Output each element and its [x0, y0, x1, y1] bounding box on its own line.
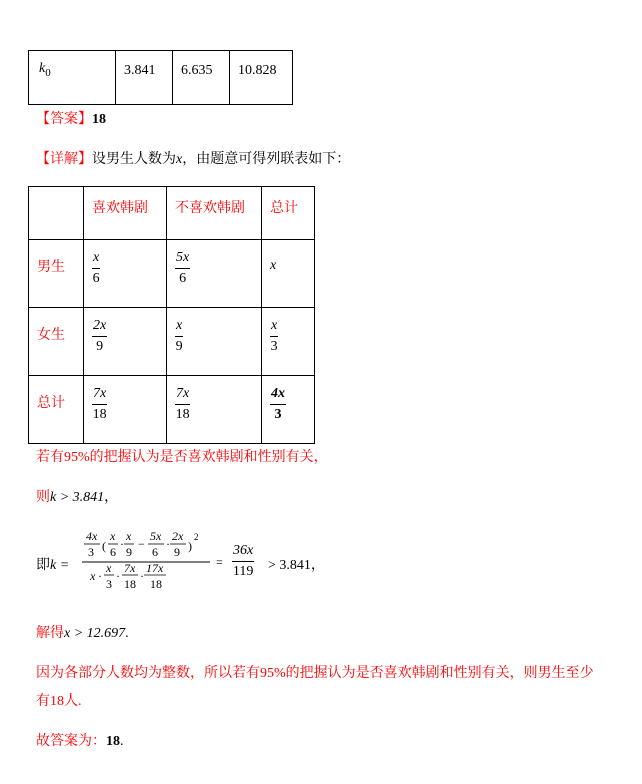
svg-text:2: 2: [194, 532, 199, 542]
solution-line-5: 因为各部分人数均为整数，所以若有95%的把握认为是否喜欢韩剧和性别有关，则男生至少: [36, 666, 594, 681]
critical-value-cell: 6.635: [173, 51, 230, 105]
row-label-female: 女生: [37, 328, 65, 343]
formula-tail: > 3.841，: [268, 558, 325, 573]
header-corner: [29, 187, 84, 240]
fraction: $\frac{x}{3}$: [270, 318, 278, 354]
svg-text:x: x: [110, 529, 116, 543]
svg-text:6: 6: [110, 545, 116, 559]
header-like: 喜欢韩剧: [84, 187, 167, 240]
solution-line-2: 则k > 3.841，: [36, 490, 119, 505]
table-row: [29, 308, 315, 376]
header-total: 总计: [262, 187, 315, 240]
svg-text:17x: 17x: [146, 561, 164, 575]
svg-text:·: ·: [116, 569, 120, 583]
solution-line-1: 若有95%的把握认为是否喜欢韩剧和性别有关，: [36, 450, 328, 465]
svg-text:x: x: [90, 569, 96, 583]
svg-text:7x: 7x: [124, 561, 136, 575]
k-subscript: 0: [45, 66, 51, 79]
svg-text:x: x: [126, 529, 132, 543]
critical-value-table: [28, 50, 293, 105]
svg-text:x: x: [106, 561, 112, 575]
answer-tag: 【答案】: [36, 112, 92, 127]
svg-text:9: 9: [126, 545, 132, 559]
svg-text:·: ·: [120, 537, 124, 551]
svg-text:(: (: [102, 539, 106, 553]
solution-line-6: 有18人.: [36, 694, 82, 709]
critical-value-cell: 3.841: [116, 51, 173, 105]
fraction: $\frac{5x}{6}$: [176, 250, 190, 286]
svg-text:18: 18: [124, 577, 136, 591]
svg-text:): ): [188, 539, 192, 553]
svg-text:5x: 5x: [150, 529, 162, 543]
row-label-total: 总计: [37, 396, 65, 411]
contingency-table: [28, 186, 315, 444]
critical-value-cell: 10.828: [230, 51, 293, 105]
svg-text:4x: 4x: [86, 529, 98, 543]
fraction: $\frac{x}{9}$: [175, 318, 183, 354]
detail-tag: 【详解】: [36, 152, 92, 167]
fraction: $\frac{7x}{18}$: [92, 386, 107, 422]
svg-text:2x: 2x: [172, 529, 184, 543]
solution-line-4: 解得x > 12.697.: [36, 626, 129, 641]
fraction: $\frac{x}{6}$: [92, 250, 100, 286]
svg-text:·: ·: [140, 569, 144, 583]
svg-text:18: 18: [150, 577, 162, 591]
result-fraction: $\frac{36x}{119}$: [232, 543, 254, 579]
answer-line: [36, 108, 106, 128]
header-dislike: 不喜欢韩剧: [167, 187, 262, 240]
row-label-male: 男生: [37, 260, 65, 275]
svg-text:9: 9: [174, 545, 180, 559]
table-row: [29, 376, 315, 444]
svg-text:−: −: [138, 537, 145, 551]
chi-square-formula: 即k = 4x 3 ( x 6 · x 9 − 5x 6 · 2x 9 ) 2 x · x 3 · 7x 18 · 17x 18 = $\frac{36x}{119}$ > 3.841，: [36, 528, 416, 600]
k0-label-cell: [29, 51, 116, 105]
fraction: $\frac{7x}{18}$: [175, 386, 190, 422]
fraction: $\frac{2x}{9}$: [93, 318, 107, 354]
final-answer-line: 故答案为：18.: [36, 734, 124, 749]
table-row: 男生 $\frac{x}{6}$ $\frac{5x}{6}$ x: [29, 240, 315, 308]
detail-intro: 【详解】设男生人数为x，由题意可得列联表如下：: [36, 152, 351, 167]
answer-value: 18: [92, 112, 106, 127]
svg-text:=: =: [216, 555, 223, 569]
svg-text:·: ·: [166, 537, 170, 551]
svg-text:·: ·: [98, 569, 102, 583]
k-label: k: [39, 61, 46, 76]
svg-text:3: 3: [106, 577, 112, 591]
svg-text:3: 3: [88, 545, 94, 559]
svg-text:6: 6: [152, 545, 158, 559]
fraction: $\frac{4x}{3}$: [271, 386, 285, 422]
